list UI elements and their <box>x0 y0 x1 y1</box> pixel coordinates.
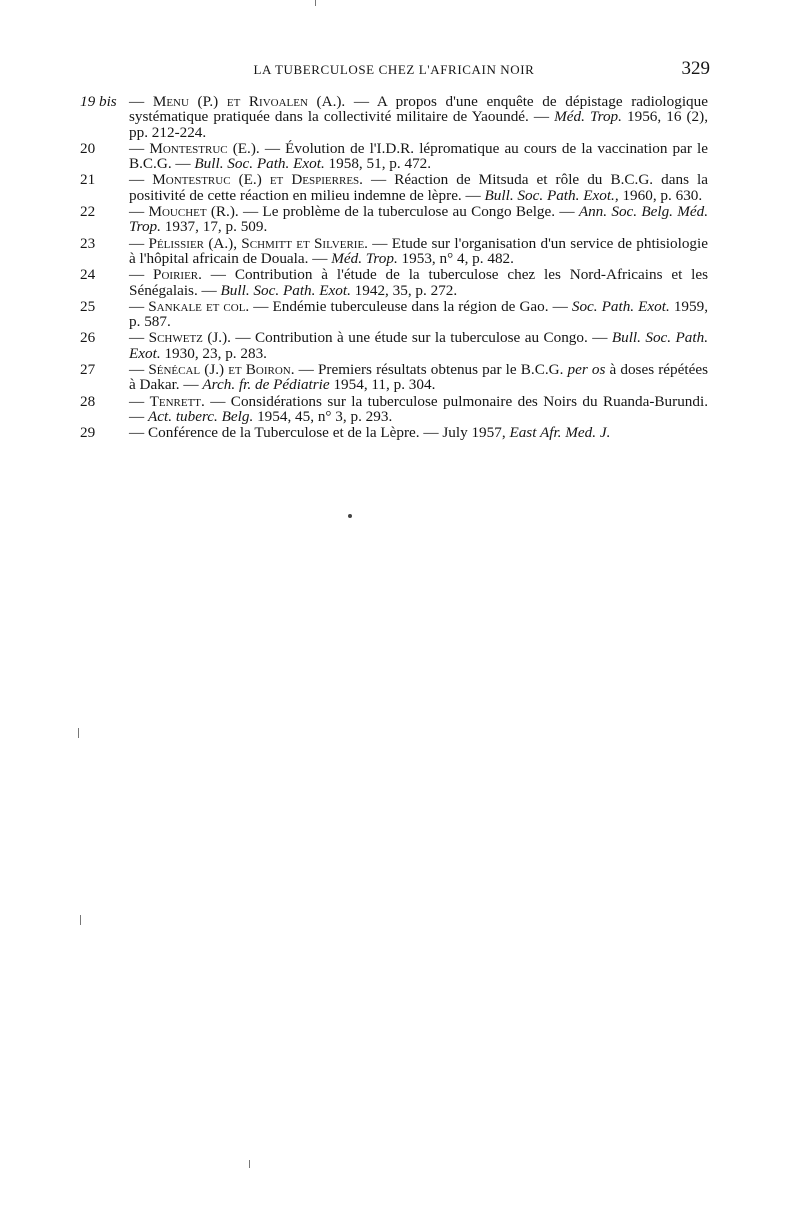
reference-item <box>80 204 708 235</box>
reference-citation: 1954, 45, n° 3, p. 293. <box>253 407 393 425</box>
reference-dash: — <box>129 139 150 157</box>
reference-author: Montestruc (E.) et Despierres. <box>152 171 363 189</box>
reference-journal: East Afr. Med. J. <box>509 424 611 442</box>
reference-item <box>80 425 708 440</box>
reference-number: 23 <box>80 234 96 252</box>
reference-text: — Contribution à une étude sur la tuberculose au Congo. — <box>230 329 612 347</box>
reference-journal: Arch. fr. de Pédiatrie <box>202 376 330 394</box>
reference-item <box>80 394 708 425</box>
reference-journal: Méd. Trop. <box>554 108 622 126</box>
scan-mark <box>249 1160 250 1168</box>
reference-journal: Bull. Soc. Path. Exot. <box>220 281 351 299</box>
reference-text: — Le problème de la tuberculose au Congo Belge. — <box>238 203 579 221</box>
reference-citation: 1930, 23, p. 283. <box>160 344 267 362</box>
reference-journal: Méd. Trop. <box>331 249 398 267</box>
reference-author: Tenrett. <box>149 392 205 410</box>
reference-author: Poirier. <box>153 266 202 284</box>
reference-citation: 1937, 17, p. 509. <box>160 218 268 236</box>
reference-dash: — <box>129 329 149 347</box>
reference-journal: Bull. Soc. Path. Exot. <box>129 329 708 362</box>
reference-dash: — <box>129 392 150 410</box>
reference-dash: — <box>129 266 154 284</box>
page-number: 329 <box>681 58 710 79</box>
reference-text: à doses répétées à Dakar. — <box>129 361 708 394</box>
reference-journal: Soc. Path. Exot. <box>571 297 670 315</box>
reference-number: 27 <box>80 361 96 379</box>
reference-journal: Bull. Soc. Path. Exot., <box>484 186 619 204</box>
scan-speck <box>348 514 352 518</box>
reference-item <box>80 330 708 361</box>
reference-text: — Premiers résultats obtenus par le B.C.G. <box>294 361 568 379</box>
reference-dash: — <box>129 234 149 252</box>
reference-journal: Act. tuberc. Belg. <box>147 407 254 425</box>
reference-number: 20 <box>80 139 96 157</box>
reference-author: Sankale et col. <box>148 297 250 315</box>
scan-mark <box>315 0 316 6</box>
reference-author: Mouchet (R.). <box>148 203 239 221</box>
reference-dash: — <box>129 297 149 315</box>
reference-list <box>80 94 708 442</box>
reference-journal: Bull. Soc. Path. Exot. <box>194 155 325 173</box>
reference-item <box>80 362 708 393</box>
reference-text: — Considérations sur la tuberculose pulmonaire des Noirs du Ruanda-Burundi. — <box>129 392 709 425</box>
reference-item <box>80 299 708 330</box>
reference-text: — Conférence de la Tuberculose et de la Lèpre. — July 1957, <box>129 424 510 442</box>
reference-citation: 1954, 11, p. 304. <box>329 376 436 394</box>
reference-author: — Menu (P.) et Rivoalen (A.). <box>129 93 346 110</box>
reference-citation: 1953, n° 4, p. 482. <box>397 249 514 267</box>
reference-italic-text: per os <box>567 361 606 379</box>
reference-text: — A propos d'une enquête de dépistage radiologique systématique pratiquée dans la collectivité militaire de Yaoundé. — <box>129 93 708 126</box>
reference-text: — Réaction de Mitsuda et rôle du B.C.G. dans la positivité de cette réaction en milieu indemne de lèpre. — <box>129 171 708 204</box>
reference-citation: 1958, 51, p. 472. <box>324 155 432 173</box>
reference-number: 29 <box>80 424 96 442</box>
reference-number: 25 <box>80 297 96 315</box>
reference-dash: — <box>129 203 149 221</box>
reference-number: 26 <box>80 329 96 347</box>
reference-dash: — <box>129 361 149 379</box>
reference-item <box>80 141 708 172</box>
reference-item <box>80 172 708 203</box>
reference-text: — Contribution à l'étude de la tuberculose chez les Nord-Africains et les Sénégalais. — <box>129 266 709 299</box>
reference-dash: — <box>129 171 153 189</box>
reference-item <box>80 94 708 140</box>
reference-citation: 1942, 35, p. 272. <box>350 281 458 299</box>
reference-author: Pélissier (A.), Schmitt et Silverie. <box>148 234 368 252</box>
reference-text: — Endémie tuberculeuse dans la région de Gao. — <box>249 297 572 315</box>
reference-text: — Évolution de l'I.D.R. lépromatique au cours de la vaccination par le B.C.G. — <box>129 139 709 173</box>
scan-mark <box>78 728 79 738</box>
reference-author: Montestruc (E.). <box>149 139 260 157</box>
reference-number: 22 <box>80 203 96 221</box>
reference-number: 21 <box>80 171 96 189</box>
reference-author: Sénécal (J.) et Boiron. <box>148 361 295 379</box>
reference-citation: 1959, p. 587. <box>129 297 708 331</box>
reference-number: 28 <box>80 392 96 410</box>
reference-citation: 1960, p. 630. <box>618 186 703 204</box>
reference-item <box>80 267 708 298</box>
reference-number: 19 bis <box>80 93 117 110</box>
reference-journal: Ann. Soc. Belg. Méd. Trop. <box>129 203 709 236</box>
reference-citation: 1956, 16 (2), pp. 212-224. <box>129 108 708 141</box>
page-header <box>78 58 710 82</box>
reference-text: — Etude sur l'organisation d'un service de phtisiologie à l'hôpital africain de Douala. — <box>129 234 708 267</box>
reference-author: Schwetz (J.). <box>148 329 231 347</box>
scan-mark <box>80 915 81 925</box>
reference-item <box>80 236 708 267</box>
running-title: LA TUBERCULOSE CHEZ L'AFRICAIN NOIR <box>253 62 535 77</box>
reference-number: 24 <box>80 266 96 284</box>
